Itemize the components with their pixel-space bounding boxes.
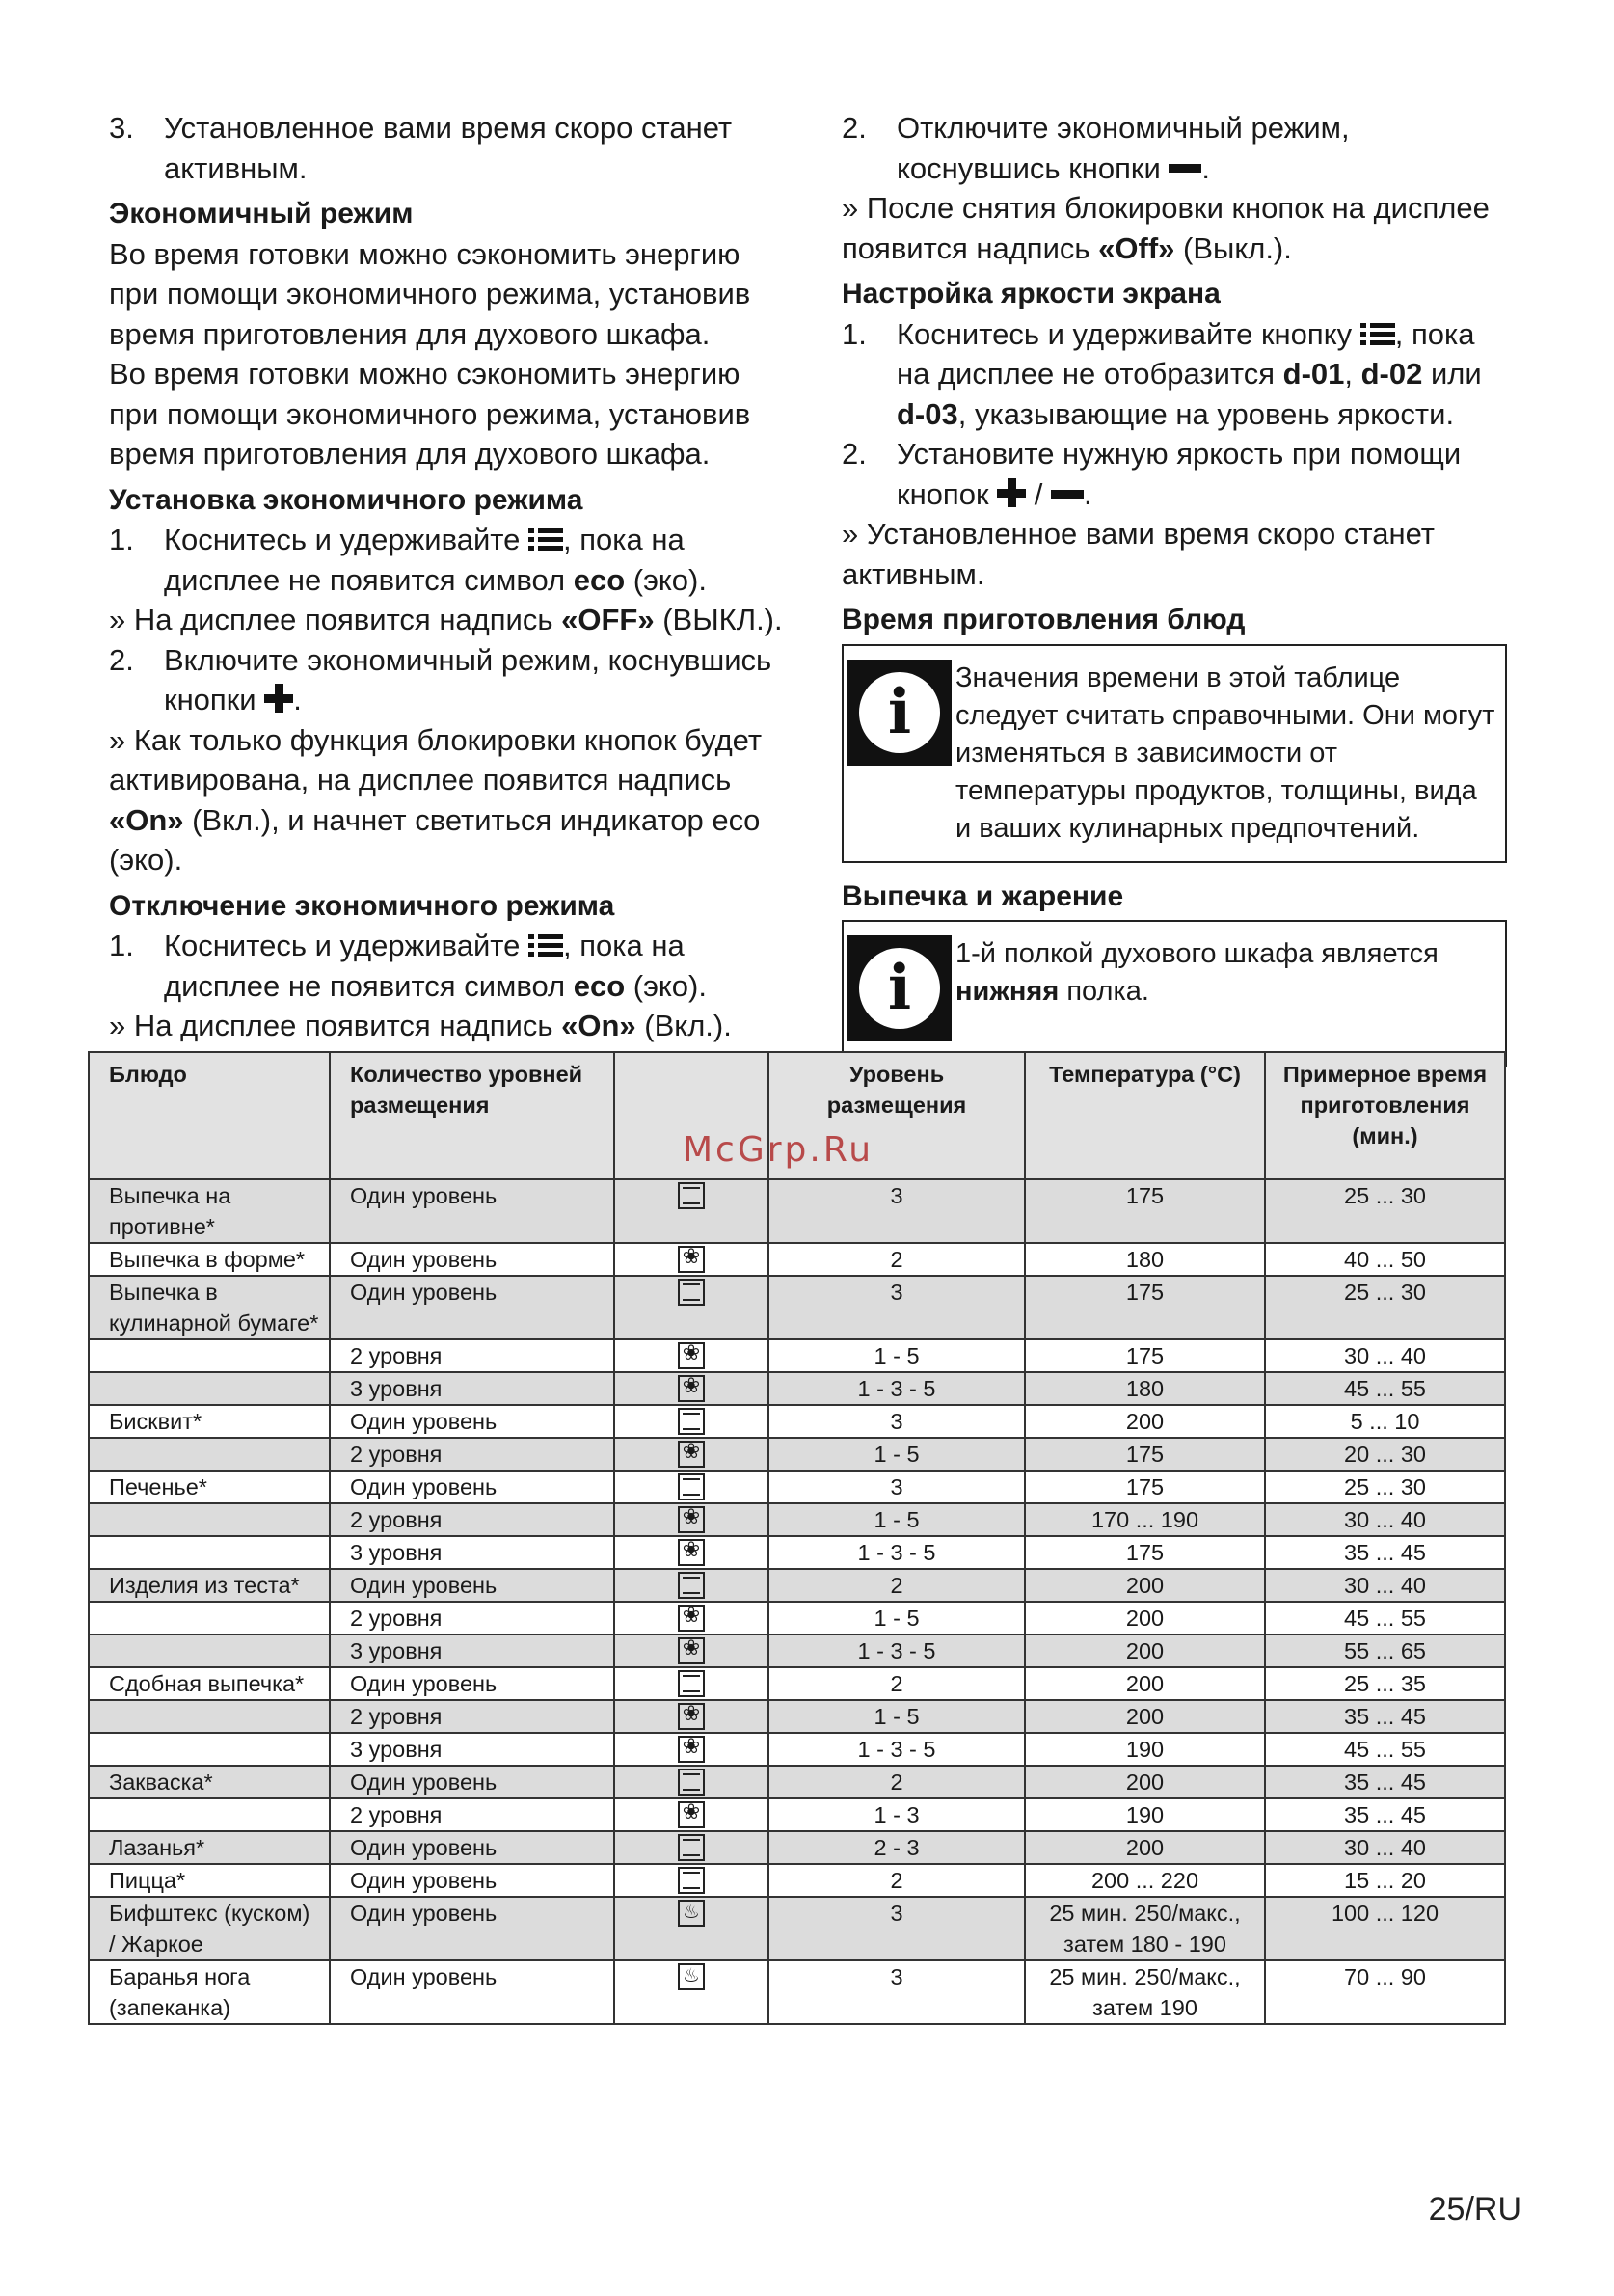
cell-temperature: 175 bbox=[1025, 1179, 1265, 1243]
minus-icon bbox=[1051, 490, 1084, 499]
fan-heat-icon bbox=[678, 1605, 705, 1632]
header-temperature: Температура (°C) bbox=[1025, 1052, 1265, 1179]
result-text: » Как только функция блокировки кнопок будет активирована, на дисплее появится надпись bbox=[109, 722, 763, 797]
off-result-2 bbox=[842, 188, 1507, 268]
cell-time: 45 ... 55 bbox=[1265, 1733, 1505, 1766]
cell-mode bbox=[614, 1667, 768, 1700]
eco-symbol: eco bbox=[573, 968, 626, 1003]
cell-levels: Один уровень bbox=[330, 1179, 614, 1243]
cell-shelf: 2 bbox=[768, 1569, 1025, 1602]
step-number: 1. bbox=[109, 929, 134, 962]
table-row bbox=[89, 1405, 1505, 1438]
cell-levels: Один уровень bbox=[330, 1405, 614, 1438]
step-text-post: . bbox=[1083, 476, 1092, 511]
step-text-post: , указывающие на уровень яркости. bbox=[957, 396, 1455, 431]
cell-shelf: 1 - 5 bbox=[768, 1700, 1025, 1733]
conventional-heat-icon bbox=[678, 1408, 705, 1435]
header-time: Примерное время приготовления (мин.) bbox=[1265, 1052, 1505, 1179]
cell-temperature: 200 bbox=[1025, 1602, 1265, 1634]
heading-eco-mode: Экономичный режим bbox=[109, 198, 414, 230]
info-text: Значения времени в этой таблице следует считать справочными. Они могут изменяться в зависимости от температуры продуктов, толщины, вида и ваших кулинарных предпочтений. bbox=[955, 662, 1495, 844]
off-step-2 bbox=[842, 108, 1507, 188]
cell-levels: Один уровень bbox=[330, 1960, 614, 2024]
cell-mode bbox=[614, 1536, 768, 1569]
cell-dish: Баранья нога (запеканка) bbox=[89, 1960, 330, 2024]
plus-icon bbox=[264, 684, 293, 713]
table-row bbox=[89, 1733, 1505, 1766]
off-step-1 bbox=[109, 926, 795, 1006]
separator: / bbox=[1026, 476, 1051, 511]
cell-temperature: 200 bbox=[1025, 1569, 1265, 1602]
cell-mode bbox=[614, 1339, 768, 1372]
cell-levels: Один уровень bbox=[330, 1569, 614, 1602]
eco-paragraph-1: Во время готовки можно сэкономить энергию при помощи экономичного режима, установив время приготовления для духового шкафа. bbox=[109, 236, 751, 351]
display-text-on: «On» bbox=[109, 802, 184, 837]
cell-shelf: 2 bbox=[768, 1864, 1025, 1897]
cell-dish: Пицца* bbox=[89, 1864, 330, 1897]
cell-dish bbox=[89, 1372, 330, 1405]
step-text: Отключите экономичный режим, коснувшись кнопки bbox=[897, 111, 1350, 185]
left-column bbox=[109, 108, 795, 1046]
cell-mode bbox=[614, 1864, 768, 1897]
fan-heat-icon bbox=[678, 1342, 705, 1369]
minus-icon bbox=[1169, 164, 1201, 173]
cell-shelf: 3 bbox=[768, 1179, 1025, 1243]
conventional-heat-icon bbox=[678, 1867, 705, 1894]
result-text-post: (Вкл.), и начнет светиться индикатор eco (эко). bbox=[109, 802, 761, 877]
cell-temperature: 200 bbox=[1025, 1405, 1265, 1438]
conventional-heat-icon bbox=[678, 1473, 705, 1500]
cell-time: 55 ... 65 bbox=[1265, 1634, 1505, 1667]
step-text-post: . bbox=[293, 683, 302, 716]
fan-heat-icon bbox=[678, 1703, 705, 1730]
cell-time: 25 ... 35 bbox=[1265, 1667, 1505, 1700]
cell-shelf: 1 - 3 - 5 bbox=[768, 1634, 1025, 1667]
cell-temperature: 175 bbox=[1025, 1276, 1265, 1339]
cell-dish: Изделия из теста* bbox=[89, 1569, 330, 1602]
setup-result-2 bbox=[109, 720, 795, 880]
cell-temperature: 200 bbox=[1025, 1634, 1265, 1667]
cell-levels: Один уровень bbox=[330, 1276, 614, 1339]
table-body bbox=[89, 1179, 1505, 2024]
eco-paragraph-2: Во время готовки можно сэкономить энергию при помощи экономичного режима, установив время приготовления для духового шкафа. bbox=[109, 357, 751, 471]
table-row bbox=[89, 1960, 1505, 2024]
table-row bbox=[89, 1667, 1505, 1700]
cell-mode bbox=[614, 1766, 768, 1798]
table-row bbox=[89, 1471, 1505, 1503]
fan-heat-icon bbox=[678, 1246, 705, 1273]
eco-symbol: eco bbox=[573, 562, 626, 597]
info-text-pre: 1-й полкой духового шкафа является bbox=[955, 938, 1439, 969]
step-text-mid: , пока на дисплее не появится символ bbox=[164, 929, 685, 1003]
cell-time: 30 ... 40 bbox=[1265, 1339, 1505, 1372]
result-text-post: (ВЫКЛ.). bbox=[654, 603, 783, 636]
cell-temperature: 175 bbox=[1025, 1438, 1265, 1471]
table-row bbox=[89, 1634, 1505, 1667]
cell-shelf: 1 - 5 bbox=[768, 1339, 1025, 1372]
cell-shelf: 2 bbox=[768, 1243, 1025, 1276]
cell-time: 25 ... 30 bbox=[1265, 1471, 1505, 1503]
table-row bbox=[89, 1243, 1505, 1276]
table-row bbox=[89, 1700, 1505, 1733]
cell-dish: Сдобная выпечка* bbox=[89, 1667, 330, 1700]
info-box-shelf bbox=[842, 920, 1507, 1067]
conventional-heat-icon bbox=[678, 1182, 705, 1209]
separator: или bbox=[1422, 357, 1482, 391]
cell-time: 20 ... 30 bbox=[1265, 1438, 1505, 1471]
cell-levels: Один уровень bbox=[330, 1831, 614, 1864]
setup-step-1 bbox=[109, 520, 795, 600]
step-text: Установите нужную яркость при помощи кнопок bbox=[897, 437, 1462, 511]
cell-mode bbox=[614, 1602, 768, 1634]
heading-baking: Выпечка и жарение bbox=[842, 879, 1124, 912]
step-text-mid: , пока на дисплее не появится символ bbox=[164, 523, 685, 597]
info-text bbox=[952, 935, 1499, 1011]
step-text-post: (эко). bbox=[625, 562, 707, 597]
cell-levels: Один уровень bbox=[330, 1471, 614, 1503]
cell-dish bbox=[89, 1798, 330, 1831]
table-row bbox=[89, 1897, 1505, 1960]
cell-shelf: 3 bbox=[768, 1405, 1025, 1438]
conventional-heat-icon bbox=[678, 1769, 705, 1796]
cell-shelf: 1 - 3 bbox=[768, 1798, 1025, 1831]
setup-result-1 bbox=[109, 600, 795, 640]
cell-temperature: 25 мин. 250/макс., затем 190 bbox=[1025, 1960, 1265, 2024]
cell-shelf: 3 bbox=[768, 1276, 1025, 1339]
cell-levels: 2 уровня bbox=[330, 1503, 614, 1536]
cell-mode bbox=[614, 1503, 768, 1536]
cell-time: 35 ... 45 bbox=[1265, 1798, 1505, 1831]
cell-mode bbox=[614, 1569, 768, 1602]
cell-levels: 2 уровня bbox=[330, 1798, 614, 1831]
display-text-off: «Off» bbox=[1098, 230, 1175, 265]
cell-time: 30 ... 40 bbox=[1265, 1569, 1505, 1602]
step-text-post: (эко). bbox=[625, 968, 707, 1003]
cell-mode bbox=[614, 1733, 768, 1766]
cell-time: 30 ... 40 bbox=[1265, 1503, 1505, 1536]
cell-time: 70 ... 90 bbox=[1265, 1960, 1505, 2024]
brightness-result: » Установленное вами время скоро станет активным. bbox=[842, 517, 1435, 591]
cell-dish bbox=[89, 1536, 330, 1569]
cell-levels: 3 уровня bbox=[330, 1634, 614, 1667]
step-number: 2. bbox=[109, 642, 134, 677]
cell-time: 15 ... 20 bbox=[1265, 1864, 1505, 1897]
cell-mode bbox=[614, 1243, 768, 1276]
cell-shelf: 1 - 3 - 5 bbox=[768, 1372, 1025, 1405]
fan-heat-icon bbox=[678, 1801, 705, 1828]
cell-temperature: 175 bbox=[1025, 1536, 1265, 1569]
result-text: » После снятия блокировки кнопок на дисплее появится надпись bbox=[842, 191, 1490, 265]
cell-time: 100 ... 120 bbox=[1265, 1897, 1505, 1960]
result-text: » На дисплее появится надпись bbox=[109, 603, 562, 636]
cell-mode bbox=[614, 1897, 768, 1960]
cell-mode bbox=[614, 1960, 768, 2024]
table-row bbox=[89, 1766, 1505, 1798]
display-text-off: «OFF» bbox=[561, 603, 655, 636]
grill-fan-icon bbox=[678, 1963, 705, 1990]
cell-temperature: 170 ... 190 bbox=[1025, 1503, 1265, 1536]
cell-shelf: 1 - 3 - 5 bbox=[768, 1536, 1025, 1569]
header-shelf: Уровень размещения bbox=[768, 1052, 1025, 1179]
step-text-pre: Коснитесь и удерживайте bbox=[164, 929, 528, 962]
cell-temperature: 190 bbox=[1025, 1798, 1265, 1831]
cell-mode bbox=[614, 1372, 768, 1405]
cell-time: 35 ... 45 bbox=[1265, 1536, 1505, 1569]
cell-mode bbox=[614, 1405, 768, 1438]
heading-cooking-times: Время приготовления блюд bbox=[842, 604, 1246, 635]
cell-dish: Выпечка в форме* bbox=[89, 1243, 330, 1276]
cell-levels: 2 уровня bbox=[330, 1438, 614, 1471]
brightness-step-1 bbox=[842, 314, 1507, 435]
menu-icon bbox=[1360, 323, 1395, 346]
step-number: 3. bbox=[109, 111, 134, 145]
conventional-heat-icon bbox=[678, 1279, 705, 1306]
table-row bbox=[89, 1372, 1505, 1405]
step-text: Установленное вами время скоро станет активным. bbox=[164, 111, 733, 185]
cell-time: 45 ... 55 bbox=[1265, 1602, 1505, 1634]
step-number: 1. bbox=[842, 316, 867, 351]
cell-dish: Выпечка на противне* bbox=[89, 1179, 330, 1243]
table-row bbox=[89, 1864, 1505, 1897]
cell-temperature: 25 мин. 250/макс., затем 180 - 190 bbox=[1025, 1897, 1265, 1960]
table-row bbox=[89, 1536, 1505, 1569]
cell-temperature: 200 ... 220 bbox=[1025, 1864, 1265, 1897]
table-row bbox=[89, 1602, 1505, 1634]
cell-levels: Один уровень bbox=[330, 1864, 614, 1897]
step-text-pre: Коснитесь и удерживайте bbox=[164, 523, 528, 556]
grill-fan-icon bbox=[678, 1900, 705, 1927]
table-row bbox=[89, 1798, 1505, 1831]
cell-dish bbox=[89, 1503, 330, 1536]
watermark: McGrp.Ru bbox=[683, 1130, 874, 1170]
cell-temperature: 180 bbox=[1025, 1372, 1265, 1405]
heading-brightness: Настройка яркости экрана bbox=[842, 278, 1221, 310]
cell-levels: Один уровень bbox=[330, 1897, 614, 1960]
info-icon: i bbox=[847, 935, 952, 1041]
cell-levels: 3 уровня bbox=[330, 1372, 614, 1405]
step-3 bbox=[109, 108, 795, 188]
brightness-step-2 bbox=[842, 434, 1507, 514]
cell-temperature: 190 bbox=[1025, 1733, 1265, 1766]
cell-time: 30 ... 40 bbox=[1265, 1831, 1505, 1864]
step-text-post: . bbox=[1201, 150, 1211, 185]
cell-mode bbox=[614, 1831, 768, 1864]
cell-temperature: 180 bbox=[1025, 1243, 1265, 1276]
step-text-mid: , пока на дисплее не отобразится bbox=[897, 316, 1475, 391]
display-code-d03: d-03 bbox=[897, 396, 958, 431]
plus-icon bbox=[997, 478, 1026, 507]
cell-time: 40 ... 50 bbox=[1265, 1243, 1505, 1276]
separator: , bbox=[1344, 357, 1361, 391]
table-row bbox=[89, 1831, 1505, 1864]
cell-temperature: 200 bbox=[1025, 1700, 1265, 1733]
cell-dish: Лазанья* bbox=[89, 1831, 330, 1864]
info-box-times bbox=[842, 644, 1507, 863]
display-code-d01: d-01 bbox=[1282, 357, 1345, 391]
conventional-heat-icon bbox=[678, 1834, 705, 1861]
cell-levels: 2 уровня bbox=[330, 1602, 614, 1634]
header-dish: Блюдо bbox=[89, 1052, 330, 1179]
cooking-table bbox=[88, 1051, 1506, 2025]
fan-heat-icon bbox=[678, 1539, 705, 1566]
fan-heat-icon bbox=[678, 1506, 705, 1533]
cell-shelf: 3 bbox=[768, 1897, 1025, 1960]
cell-dish bbox=[89, 1634, 330, 1667]
cell-temperature: 175 bbox=[1025, 1339, 1265, 1372]
step-number: 2. bbox=[842, 437, 867, 471]
cell-shelf: 3 bbox=[768, 1960, 1025, 2024]
cell-time: 25 ... 30 bbox=[1265, 1179, 1505, 1243]
result-text-post: (Выкл.). bbox=[1174, 230, 1292, 265]
step-number: 1. bbox=[109, 523, 134, 556]
cell-mode bbox=[614, 1471, 768, 1503]
cell-temperature: 175 bbox=[1025, 1471, 1265, 1503]
info-text-bold: нижняя bbox=[955, 976, 1060, 1007]
cell-mode bbox=[614, 1634, 768, 1667]
menu-icon bbox=[528, 934, 563, 958]
cell-time: 35 ... 45 bbox=[1265, 1766, 1505, 1798]
cell-mode bbox=[614, 1438, 768, 1471]
cell-levels: 3 уровня bbox=[330, 1536, 614, 1569]
cell-shelf: 2 bbox=[768, 1766, 1025, 1798]
display-text-on: «On» bbox=[561, 1009, 636, 1042]
cell-dish bbox=[89, 1733, 330, 1766]
table-row bbox=[89, 1339, 1505, 1372]
menu-icon bbox=[528, 528, 563, 552]
result-text-post: (Вкл.). bbox=[635, 1009, 732, 1042]
conventional-heat-icon bbox=[678, 1670, 705, 1697]
cell-dish: Выпечка в кулинарной бумаге* bbox=[89, 1276, 330, 1339]
conventional-heat-icon bbox=[678, 1572, 705, 1599]
result-text: » На дисплее появится надпись bbox=[109, 1009, 562, 1042]
cell-mode bbox=[614, 1276, 768, 1339]
cell-temperature: 200 bbox=[1025, 1831, 1265, 1864]
right-column bbox=[842, 108, 1507, 1067]
cell-levels: Один уровень bbox=[330, 1667, 614, 1700]
cell-temperature: 200 bbox=[1025, 1766, 1265, 1798]
off-result-1 bbox=[109, 1006, 795, 1046]
cell-temperature: 200 bbox=[1025, 1667, 1265, 1700]
cell-time: 35 ... 45 bbox=[1265, 1700, 1505, 1733]
fan-heat-icon bbox=[678, 1375, 705, 1402]
heading-eco-off: Отключение экономичного режима bbox=[109, 889, 615, 922]
cell-dish: Печенье* bbox=[89, 1471, 330, 1503]
cell-dish: Бисквит* bbox=[89, 1405, 330, 1438]
cell-dish bbox=[89, 1700, 330, 1733]
fan-heat-icon bbox=[678, 1637, 705, 1664]
step-text: Включите экономичный режим, коснувшись кнопки bbox=[164, 642, 772, 716]
table-row bbox=[89, 1438, 1505, 1471]
cell-mode bbox=[614, 1798, 768, 1831]
table-row bbox=[89, 1179, 1505, 1243]
cell-shelf: 1 - 3 - 5 bbox=[768, 1733, 1025, 1766]
fan-heat-icon bbox=[678, 1736, 705, 1763]
cell-levels: Один уровень bbox=[330, 1766, 614, 1798]
page-number: 25/RU bbox=[1428, 2191, 1521, 2228]
cell-shelf: 2 bbox=[768, 1667, 1025, 1700]
heading-eco-setup: Установка экономичного режима bbox=[109, 483, 583, 516]
cell-mode bbox=[614, 1700, 768, 1733]
cell-levels: 2 уровня bbox=[330, 1339, 614, 1372]
cell-shelf: 1 - 5 bbox=[768, 1438, 1025, 1471]
table-row bbox=[89, 1569, 1505, 1602]
cell-dish bbox=[89, 1602, 330, 1634]
cell-shelf: 1 - 5 bbox=[768, 1602, 1025, 1634]
cell-time: 5 ... 10 bbox=[1265, 1405, 1505, 1438]
info-icon: i bbox=[847, 660, 952, 766]
cell-time: 25 ... 30 bbox=[1265, 1276, 1505, 1339]
cell-shelf: 2 - 3 bbox=[768, 1831, 1025, 1864]
cell-shelf: 1 - 5 bbox=[768, 1503, 1025, 1536]
setup-step-2 bbox=[109, 640, 795, 720]
cell-shelf: 3 bbox=[768, 1471, 1025, 1503]
info-text-post: полка. bbox=[1059, 976, 1149, 1007]
header-levels: Количество уровней размещения bbox=[330, 1052, 614, 1179]
step-text-pre: Коснитесь и удерживайте кнопку bbox=[897, 316, 1360, 351]
cell-dish: Закваска* bbox=[89, 1766, 330, 1798]
display-code-d02: d-02 bbox=[1360, 357, 1423, 391]
step-number: 2. bbox=[842, 111, 867, 145]
cell-levels: Один уровень bbox=[330, 1243, 614, 1276]
table-row bbox=[89, 1503, 1505, 1536]
cell-levels: 2 уровня bbox=[330, 1700, 614, 1733]
cell-levels: 3 уровня bbox=[330, 1733, 614, 1766]
fan-heat-icon bbox=[678, 1441, 705, 1468]
cell-dish bbox=[89, 1339, 330, 1372]
cell-dish: Бифштекс (куском) / Жаркое bbox=[89, 1897, 330, 1960]
cell-dish bbox=[89, 1438, 330, 1471]
table-row bbox=[89, 1276, 1505, 1339]
cell-mode bbox=[614, 1179, 768, 1243]
cell-time: 45 ... 55 bbox=[1265, 1372, 1505, 1405]
